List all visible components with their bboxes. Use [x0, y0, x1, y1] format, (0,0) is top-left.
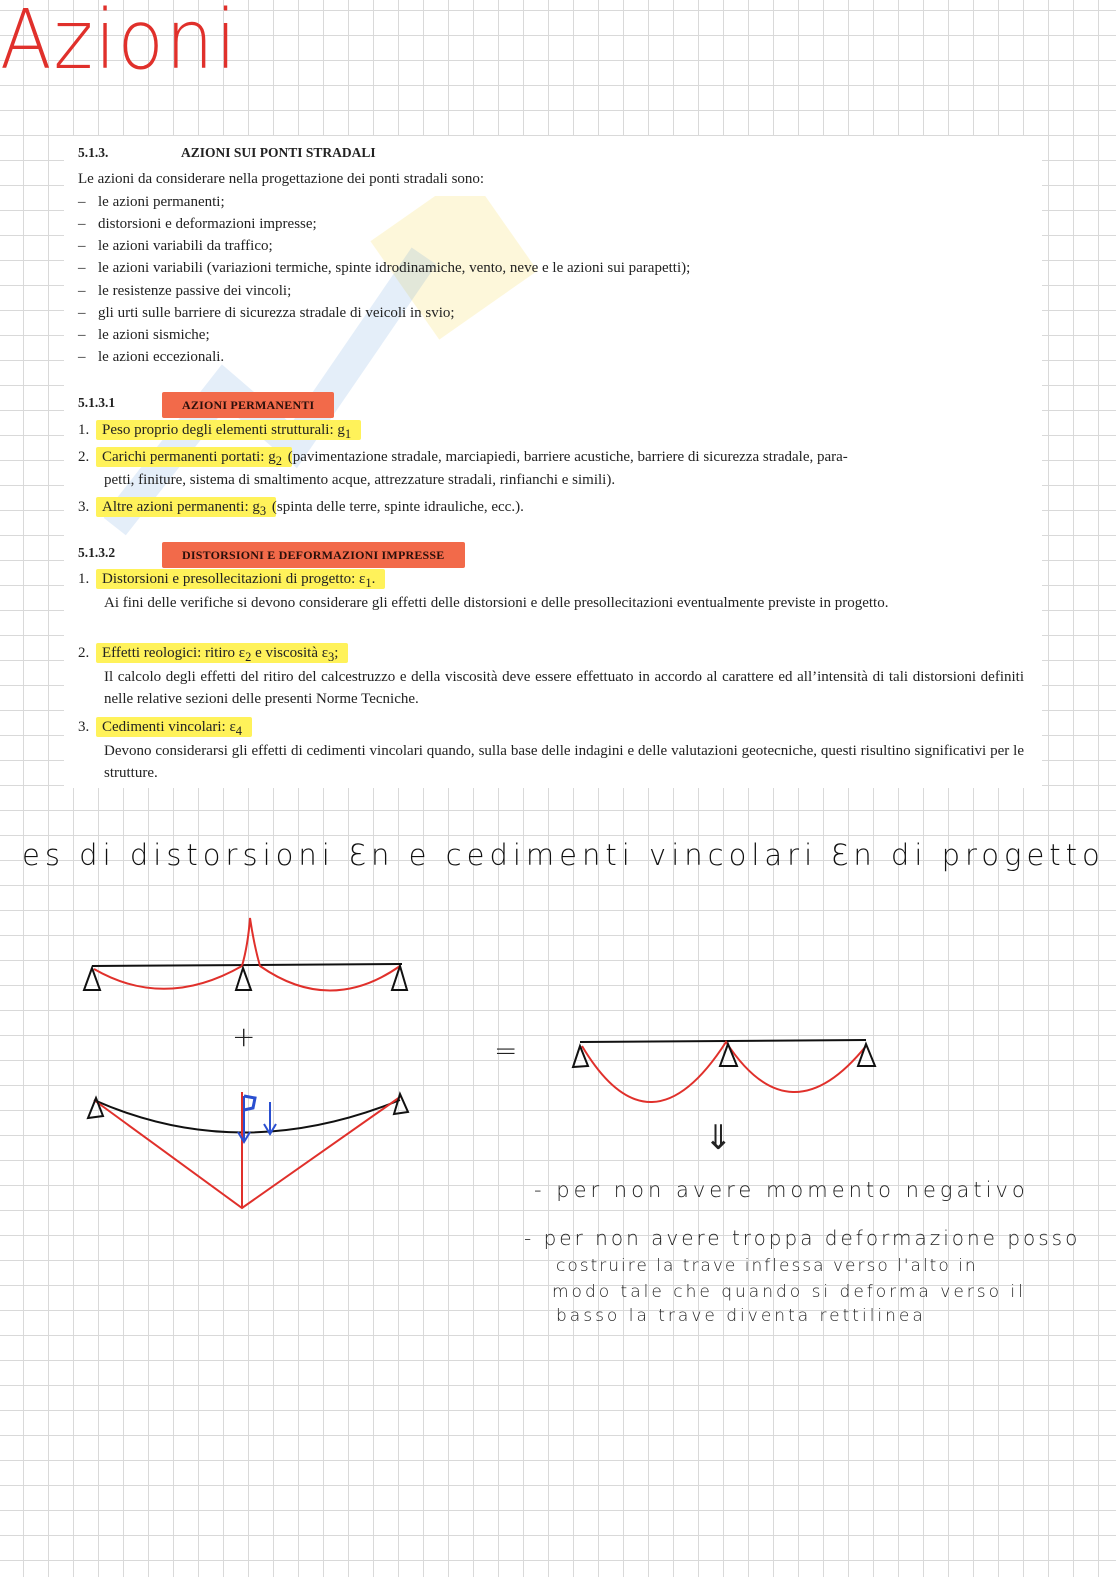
- item-description: Devono considerarsi gli effetti di cedimenti vincolari quando, sulla base delle indagini e delle valutazioni geotecniche, questi risultino significativi per le strutture.: [104, 743, 1024, 781]
- list-item: – le azioni variabili (variazioni termiche, spinte idrodinamiche, vento, neve e le azioni sui parapetti);: [78, 260, 691, 276]
- note-bullet-2: - per non avere troppa deformazione posso: [524, 1226, 1081, 1250]
- resulting-beam-diagram: [573, 1040, 875, 1102]
- list-item: – gli urti sulle barriere di sicurezza stradale di veicoli in svio;: [78, 305, 455, 321]
- list-item: – le azioni variabili da traffico;: [78, 238, 273, 254]
- list-item: 3. Cedimenti vincolari: $\varepsilon_4$: [78, 716, 1024, 742]
- list-item: 2. Carichi permanenti portati: $g_2$ (pavimentazione stradale, marciapiedi, barriere acustiche, barriere di sicurezza stradale, para-: [78, 449, 848, 468]
- notes-heading: es di distorsioni Ɛn e cedimenti vincolari Ɛn di progetto: [22, 838, 1105, 872]
- subsection-heading-tag: AZIONI PERMANENTI: [162, 392, 334, 418]
- page-title: Azioni: [0, 0, 239, 88]
- list-item: 1. Distorsioni e presollecitazioni di progetto: $\varepsilon_1$.: [78, 568, 1024, 594]
- plus-sign: +: [232, 1020, 256, 1053]
- list-item: – le azioni sismiche;: [78, 327, 210, 343]
- section-heading: AZIONI SUI PONTI STRADALI: [181, 145, 376, 160]
- note-bullet-2-line: modo tale che quando si deforma verso il: [552, 1282, 1026, 1302]
- continuous-beam-diagram: [84, 918, 407, 991]
- list-item: – le resistenze passive dei vincoli;: [78, 283, 292, 299]
- equals-sign: =: [494, 1034, 518, 1067]
- item-description: Ai fini delle verifiche si devono considerare gli effetti delle distorsioni e delle presollecitazioni eventualmente previste in progetto.: [104, 595, 889, 611]
- subsection-heading-tag: DISTORSIONI E DEFORMAZIONI IMPRESSE: [162, 542, 465, 568]
- subsection-number: 5.1.3.1: [78, 395, 116, 410]
- subsection-number: 5.1.3.2: [78, 545, 116, 560]
- down-arrow-icon: ⇓: [704, 1118, 733, 1158]
- list-item-continuation: petti, finiture, sistema di smaltimento acque, attrezzature stradali, rinfianchi e simili).: [104, 472, 616, 488]
- list-item: 2. Effetti reologici: ritiro $\varepsilon_2$ e viscosità $\varepsilon_3$;: [78, 642, 1024, 668]
- list-item: 1. Peso proprio degli elementi strutturali: $g_1$: [78, 419, 1024, 445]
- list-item: – le azioni eccezionali.: [78, 349, 225, 365]
- list-item: 3. Altre azioni permanenti: $g_3$ (spinta delle terre, spinte idrauliche, ecc.).: [78, 499, 524, 518]
- list-item: – le azioni permanenti;: [78, 194, 225, 210]
- section-number: 5.1.3.: [78, 145, 109, 160]
- item-description: Il calcolo degli effetti del ritiro del calcestruzzo e della viscosità deve essere effettuato in accordo al carattere ed all’intensità di tali distorsioni definiti nelle relative sezioni delle presenti Norme Tecniche.: [104, 669, 1024, 707]
- note-bullet-2-line: costruire la trave inflessa verso l'alto in: [556, 1256, 978, 1276]
- note-bullet-1: - per non avere momento negativo: [534, 1178, 1029, 1202]
- intro-text: Le azioni da considerare nella progettazione dei ponti stradali sono:: [78, 171, 485, 187]
- list-item: – distorsioni e deformazioni impresse;: [78, 216, 317, 232]
- settlement-beam-diagram: [88, 1092, 408, 1208]
- note-bullet-2-line: basso la trave diventa rettilinea: [556, 1306, 926, 1326]
